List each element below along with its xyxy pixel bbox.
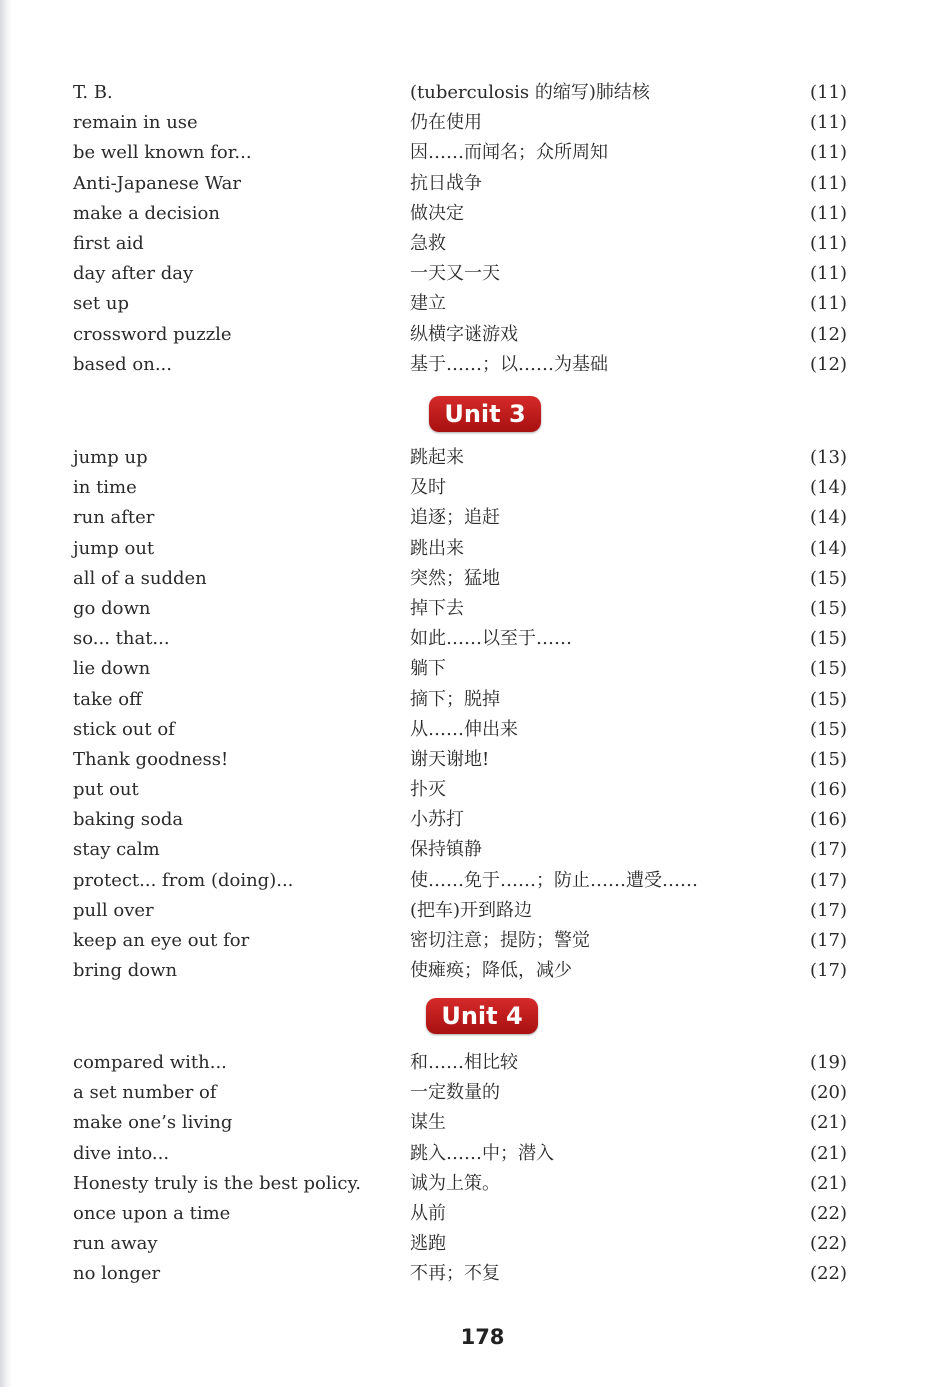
list-item (0, 1169, 945, 1199)
list-item (0, 654, 945, 684)
chinese-meaning: 保持镇静 (410, 839, 482, 861)
list-item (0, 745, 945, 775)
english-phrase: in time (73, 477, 137, 499)
chinese-meaning: 密切注意；提防；警觉 (410, 930, 590, 951)
chinese-meaning: 扑灭 (410, 779, 446, 801)
english-phrase: Thank goodness! (73, 748, 229, 770)
english-phrase: be well known for... (73, 142, 252, 164)
chinese-meaning: 如此……以至于…… (410, 628, 572, 650)
english-phrase: day after day (73, 263, 194, 285)
chinese-meaning: 跳出来 (410, 537, 464, 559)
page-reference: (22) (810, 1263, 847, 1285)
english-phrase: so... that... (73, 628, 170, 650)
chinese-meaning: 抗日战争 (410, 172, 482, 194)
list-item (0, 169, 945, 199)
page-reference: (21) (810, 1142, 847, 1164)
english-phrase: compared with... (73, 1052, 227, 1073)
list-item (0, 1139, 945, 1169)
page-reference: (11) (810, 112, 847, 134)
english-phrase: jump up (73, 447, 148, 468)
page-reference: (12) (810, 353, 847, 375)
list-item (0, 1199, 945, 1229)
english-phrase: set up (73, 293, 129, 315)
list-item (0, 594, 945, 624)
list-item (0, 108, 945, 138)
page-reference: (20) (810, 1082, 847, 1104)
page-reference: (15) (810, 748, 847, 770)
page-reference: (21) (810, 1172, 847, 1194)
page-reference: (17) (810, 930, 847, 951)
english-phrase: baking soda (73, 809, 184, 831)
list-item (0, 534, 945, 564)
page-reference: (11) (810, 293, 847, 315)
english-phrase: T. B. (73, 82, 113, 103)
list-item (0, 896, 945, 926)
page-reference: (15) (810, 567, 847, 589)
chinese-meaning: 使……免于……；防止……遭受…… (410, 869, 698, 891)
chinese-meaning: (把车)开到路边 (410, 899, 533, 921)
chinese-meaning: 一定数量的 (410, 1082, 500, 1104)
english-phrase: protect... from (doing)... (73, 869, 294, 891)
list-item (0, 78, 945, 108)
chinese-meaning: 和……相比较 (410, 1052, 518, 1073)
list-item (0, 926, 945, 956)
list-item (0, 443, 945, 473)
chinese-meaning: 及时 (410, 477, 446, 499)
page-reference: (17) (810, 839, 847, 861)
chinese-meaning: 谋生 (410, 1112, 446, 1134)
chinese-meaning: 小苏打 (410, 809, 464, 831)
list-item (0, 473, 945, 503)
list-item (0, 624, 945, 654)
english-phrase: run after (73, 507, 155, 529)
page-reference: (17) (810, 960, 847, 982)
unit4-phrase-list (0, 1048, 945, 1290)
list-item (0, 775, 945, 805)
chinese-meaning: 做决定 (410, 202, 464, 224)
page-reference: (22) (810, 1233, 847, 1255)
english-phrase: put out (73, 779, 139, 801)
page-reference: (21) (810, 1112, 847, 1134)
page-reference: (13) (810, 447, 847, 468)
english-phrase: run away (73, 1233, 158, 1255)
unit2-continued-list (0, 78, 945, 380)
chinese-meaning: 逃跑 (410, 1233, 446, 1255)
list-item (0, 835, 945, 865)
english-phrase: first aid (73, 232, 144, 254)
page-reference: (11) (810, 172, 847, 194)
english-phrase: dive into... (73, 1142, 170, 1164)
list-item (0, 1108, 945, 1138)
list-item (0, 564, 945, 594)
chinese-meaning: 纵横字谜游戏 (410, 323, 518, 345)
english-phrase: pull over (73, 899, 154, 921)
list-item (0, 320, 945, 350)
list-item (0, 229, 945, 259)
list-item (0, 1078, 945, 1108)
chinese-meaning: 追逐；追赶 (410, 507, 500, 529)
chinese-meaning: 因……而闻名；众所周知 (410, 142, 608, 164)
english-phrase: remain in use (73, 112, 198, 134)
page-reference: (15) (810, 628, 847, 650)
chinese-meaning: (tuberculosis 的缩写)肺结核 (410, 82, 650, 103)
page-number: 178 (460, 1325, 505, 1349)
list-item (0, 1259, 945, 1289)
page-reference: (15) (810, 658, 847, 680)
chinese-meaning: 仍在使用 (410, 112, 482, 134)
page-reference: (15) (810, 597, 847, 619)
english-phrase: go down (73, 597, 151, 619)
english-phrase: Honesty truly is the best policy. (73, 1172, 361, 1194)
chinese-meaning: 建立 (410, 293, 446, 315)
list-item (0, 805, 945, 835)
chinese-meaning: 突然；猛地 (410, 567, 500, 589)
page-reference: (11) (810, 82, 847, 103)
chinese-meaning: 急救 (410, 232, 446, 254)
list-item (0, 715, 945, 745)
list-item (0, 1048, 945, 1078)
list-item (0, 956, 945, 986)
list-item (0, 685, 945, 715)
page-reference: (11) (810, 202, 847, 224)
english-phrase: make one’s living (73, 1112, 233, 1134)
list-item (0, 138, 945, 168)
chinese-meaning: 诚为上策。 (410, 1172, 500, 1194)
chinese-meaning: 一天又一天 (410, 263, 500, 285)
chinese-meaning: 基于……；以……为基础 (410, 353, 608, 375)
chinese-meaning: 掉下去 (410, 597, 464, 619)
english-phrase: a set number of (73, 1082, 217, 1104)
chinese-meaning: 从……伸出来 (410, 718, 518, 740)
english-phrase: jump out (73, 537, 155, 559)
chinese-meaning: 不再；不复 (410, 1263, 500, 1285)
page-reference: (15) (810, 718, 847, 740)
english-phrase: make a decision (73, 202, 220, 224)
page-reference: (11) (810, 142, 847, 164)
english-phrase: stay calm (73, 839, 160, 861)
chinese-meaning: 使瘫痪；降低，减少 (410, 960, 572, 982)
page-reference: (22) (810, 1202, 847, 1224)
page-reference: (12) (810, 323, 847, 345)
english-phrase: Anti-Japanese War (73, 172, 241, 194)
list-item (0, 503, 945, 533)
english-phrase: take off (73, 688, 142, 710)
chinese-meaning: 摘下；脱掉 (410, 688, 500, 710)
list-item (0, 1229, 945, 1259)
page-reference: (16) (810, 809, 847, 831)
list-item (0, 289, 945, 319)
english-phrase: all of a sudden (73, 567, 207, 589)
page-reference: (15) (810, 688, 847, 710)
list-item (0, 866, 945, 896)
english-phrase: based on... (73, 353, 172, 375)
page-reference: (17) (810, 869, 847, 891)
chinese-meaning: 跳起来 (410, 447, 464, 468)
list-item (0, 259, 945, 289)
page-reference: (14) (810, 477, 847, 499)
unit4-heading: Unit 4 (426, 998, 538, 1034)
chinese-meaning: 躺下 (410, 658, 446, 680)
page-reference: (17) (810, 899, 847, 921)
page-reference: (11) (810, 232, 847, 254)
page-reference: (14) (810, 507, 847, 529)
page-reference: (11) (810, 263, 847, 285)
list-item (0, 350, 945, 380)
chinese-meaning: 从前 (410, 1202, 446, 1224)
list-item (0, 199, 945, 229)
page-reference: (19) (810, 1052, 847, 1073)
chinese-meaning: 谢天谢地! (410, 748, 490, 770)
english-phrase: bring down (73, 960, 178, 982)
english-phrase: crossword puzzle (73, 323, 232, 345)
english-phrase: once upon a time (73, 1202, 231, 1224)
english-phrase: keep an eye out for (73, 930, 250, 951)
page-reference: (16) (810, 779, 847, 801)
english-phrase: lie down (73, 658, 151, 680)
page-reference: (14) (810, 537, 847, 559)
unit3-heading: Unit 3 (429, 396, 541, 432)
english-phrase: no longer (73, 1263, 161, 1285)
english-phrase: stick out of (73, 718, 175, 740)
unit3-phrase-list (0, 443, 945, 986)
chinese-meaning: 跳入……中；潜入 (410, 1142, 554, 1164)
